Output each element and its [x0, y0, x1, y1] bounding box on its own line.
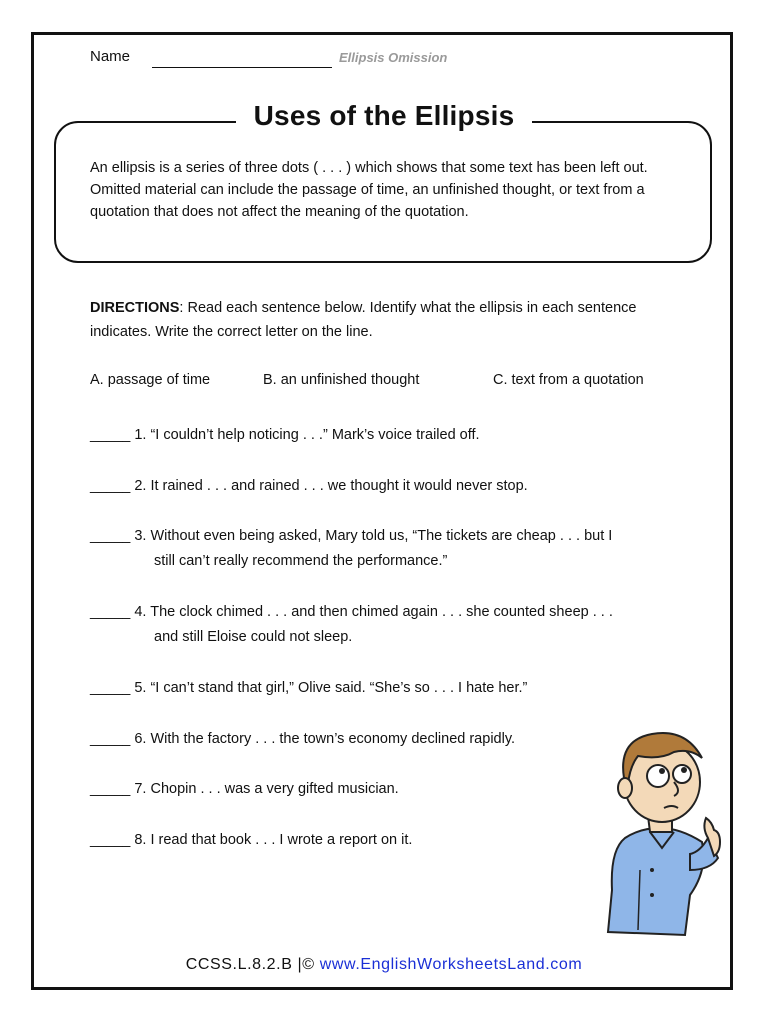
worksheet-subtitle: Ellipsis Omission: [339, 50, 448, 65]
option-b: B. an unfinished thought: [263, 372, 420, 388]
question-1[interactable]: [90, 423, 690, 448]
question-5-text: _____ 5. “I can’t stand that girl,” Olive said. “She’s so . . . I hate her.”: [90, 680, 528, 696]
question-8-text: _____ 8. I read that book . . . I wrote a report on it.: [90, 832, 413, 848]
directions-text: : Read each sentence below. Identify what the ellipsis in each sentence indicates. Write the correct letter on the line.: [90, 300, 637, 340]
question-3-text: _____ 3. Without even being asked, Mary told us, “The tickets are cheap . . . but I: [90, 528, 613, 544]
question-6-text: _____ 6. With the factory . . . the town’s economy declined rapidly.: [90, 731, 516, 747]
question-7-text: _____ 7. Chopin . . . was a very gifted musician.: [90, 781, 399, 797]
question-4-text: _____ 4. The clock chimed . . . and then chimed again . . . she counted sheep . . .: [90, 604, 613, 620]
question-1-text: _____ 1. “I couldn’t help noticing . . .” Mark’s voice trailed off.: [90, 427, 480, 443]
footer: [0, 956, 768, 974]
name-input-line[interactable]: [152, 67, 332, 68]
directions-label: DIRECTIONS: [90, 300, 180, 316]
question-2[interactable]: [90, 474, 690, 499]
page-title-text: Uses of the Ellipsis: [236, 100, 533, 131]
name-label: Name: [90, 48, 131, 65]
directions: [90, 296, 690, 344]
question-2-text: _____ 2. It rained . . . and rained . . . we thought it would never stop.: [90, 478, 528, 494]
question-3-continued: still can’t really recommend the performance.”: [154, 553, 448, 569]
intro-text: An ellipsis is a series of three dots ( . . . ) which shows that some text has been left out. Omitted material can include the passage of time, an unfinished thought, or text from a quotation that does not affect the meaning of the quotation.: [90, 160, 648, 220]
option-c: C. text from a quotation: [493, 372, 644, 388]
page-title: [0, 100, 768, 132]
question-4[interactable]: [90, 600, 690, 650]
thinking-boy-illustration: [590, 720, 730, 940]
question-3[interactable]: [90, 524, 690, 574]
question-5[interactable]: [90, 676, 690, 701]
option-a: A. passage of time: [90, 372, 211, 388]
question-4-continued: and still Eloise could not sleep.: [154, 629, 353, 645]
footer-standard: CCSS.L.8.2.B |©: [185, 956, 315, 973]
footer-website-link[interactable]: www.EnglishWorksheetsLand.com: [319, 956, 583, 973]
